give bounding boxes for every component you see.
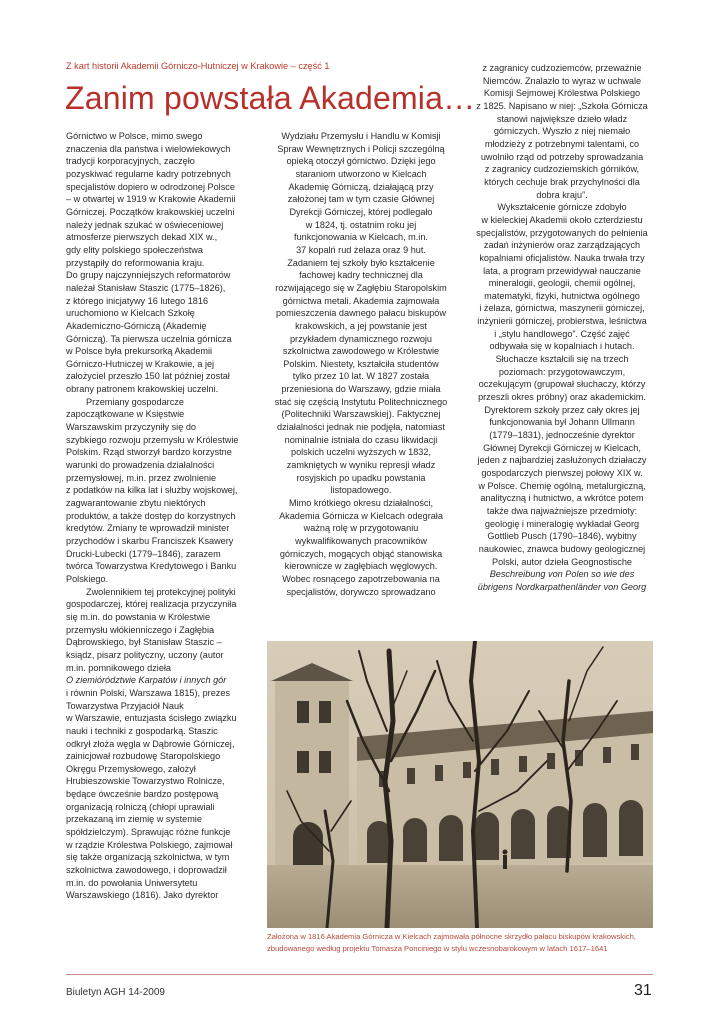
text-line: pomieszczenia dawnego pałacu biskupów [276, 308, 446, 319]
text-line: Wykształcenie górnicze zdobyło [497, 202, 627, 213]
caption-line: zbudowanego według projektu Tomasza Ponciniego w stylu wczesnobarokowym w latach 1617–1641 [267, 944, 608, 953]
article-column-3 [465, 62, 659, 594]
text-line: w Polsce. Chemię ogólną, metalurgiczną, [478, 480, 646, 491]
text-line: zapoczątkowane w Księstwie [66, 409, 185, 420]
text-line: oczekującym (grupował słuchaczy, którzy [478, 379, 646, 390]
text-line: Polskim. Niestety, kształciła studentów [283, 358, 439, 369]
text-line: młodzieży z potrzebnymi talentami, co [484, 138, 640, 149]
text-line: przykładem dynamicznego rozwoju [289, 333, 432, 344]
text-line: gospodarczych pierwszej połowy XIX w. [481, 468, 643, 478]
text-line: geologię i mineralogię wykładał Georg [484, 518, 640, 529]
text-line: Głównej Dyrekcji Górniczej w Kielcach, [483, 442, 641, 453]
text-line: działalności jednak nie podjęła, natomiast [277, 422, 445, 433]
text-line: gdy elity polskiego społeczeństwa [66, 244, 203, 255]
text-line: i żelaza, górnictwa, maszynerii górniczej, [479, 303, 645, 314]
text-line: opieką otoczył górnictwo. Dzięki jego [286, 156, 436, 167]
footer-divider [66, 974, 653, 975]
text-line: Wydziału Przemysłu i Handlu w Komisji [281, 131, 441, 141]
text-line: należy jednak szukać w oświeceniowej [66, 219, 224, 230]
text-line: inżynierii górniczej, probierstwa, leśnictwa [477, 316, 647, 327]
text-line: Akademiczno-Górniczą (Akademię [66, 320, 207, 331]
text-line: Górniczo-Hutniczej w Krakowie, a jej [66, 358, 215, 369]
text-line: funkcjonowania był Johann Ullmann [489, 417, 635, 428]
text-line: Drucki-Lubecki (1779–1846), zarazem [66, 548, 221, 559]
article-title: Zanim powstała Akademia… [65, 80, 476, 116]
text-line: odbywała się w kopalniach i hutach. [489, 341, 635, 352]
text-line: tylko przez 10 lat. W 1827 została [292, 371, 430, 382]
text-line: Do grupy najczynniejszych reformatorów [66, 270, 231, 281]
text-line: kopalniami oficjalistów. Nauka trwała trzy [479, 252, 645, 263]
text-line: Akademię Górniczą, działającą przy [288, 181, 434, 192]
text-line: Polski, autor dzieła Geognostische [492, 556, 632, 567]
text-line: górniczych, mogących objąć stanowiska [279, 548, 443, 559]
text-line: Hrubieszowskie Towarzystwo Rolnicze, [66, 776, 225, 787]
historical-photo [267, 641, 653, 928]
text-line: znaczenia dla państwa i wielowiekowych [66, 143, 231, 154]
text-line: przeniesiona do Warszawy, gdzie miała [281, 384, 441, 395]
text-line: Okręgu Przemysłowego, założył [66, 763, 196, 774]
text-line: mineralogii, geologii, chemii ogólnej, [488, 278, 636, 289]
text-line: w kieleckiej Akademii około czterdziestu [481, 214, 643, 225]
text-line: przemysłu włókienniczego i Zagłębia [66, 624, 215, 635]
text-line: Dyrektorem szkoły przez cały okres jej [484, 404, 640, 415]
text-line: m.in. do powołania Uniwersytetu [66, 877, 198, 888]
text-line: w Polsce była prekursorką Akademii [66, 346, 213, 357]
text-line: pozyskiwać regularne kadry potrzebnych [66, 168, 231, 179]
text-line: założonej tam w tym czasie Głównej [287, 194, 435, 205]
text-line: stanowi największe dzieło władz [496, 113, 628, 124]
text-line: należał Stanisław Staszic (1775–1826), [66, 282, 226, 293]
text-line: dobra kraju”. [536, 189, 588, 200]
text-line: się także organizacją szkolnictwa, w tym [66, 852, 230, 863]
text-line: Górniczej. Początków krakowskiej uczelni [66, 206, 235, 217]
text-line: górniczych. Wyszło z niej niemało [493, 126, 631, 137]
text-line: z podatków na kilka lat i służby wojskowej, [66, 485, 238, 496]
text-line: specjalistów dopiero w odrodzonej Polsce [66, 181, 235, 192]
text-line: Dyrekcji Górniczej, której podlegało [289, 206, 433, 217]
text-line: Gottlieb Pusch (1790–1846), wybitny [487, 531, 637, 542]
text-line: funkcjonowania w Kielcach, m.in. [294, 232, 428, 243]
text-line: twórca Towarzystwa Kredytowego i Banku [66, 561, 237, 572]
text-line: także dwa najważniejsze przedmioty: [486, 505, 638, 516]
text-line: Górniczą). Ta pierwsza uczelnia górnicza [66, 333, 232, 344]
palace-courtyard-illustration [267, 641, 653, 928]
text-line: Warszawskiego (1816). Jako dyrektor [66, 890, 219, 901]
text-line: listopadowego. [330, 485, 392, 496]
text-line: nominalnie istniała do czasu likwidacji [284, 434, 438, 445]
text-line: matematyki, fizyki, hutnictwa ogólnego [484, 290, 640, 301]
text-line: poziomach: przygotowawczym, [498, 366, 626, 377]
text-line: których cechuje brak przychylności dla [484, 176, 640, 187]
text-line: w 1824, tj. ostatnim roku jej [305, 219, 417, 230]
text-line: Spraw Wewnętrznych i Policji szczególną [277, 143, 445, 154]
text-line: 37 kopalń rud żelaza oraz 9 hut. [296, 244, 426, 255]
text-line: uruchomiono w Kielcach Szkołę [66, 308, 195, 319]
text-line: odkrył złoża węgla w Dąbrowie Górniczej, [66, 738, 235, 749]
text-line: przekazaną im ziemię w systemie [66, 814, 202, 825]
text-line: stać się częścią Instytutu Politechnicznego [274, 396, 448, 407]
text-line: przeszli okres próbny) oraz akademickim. [478, 392, 646, 403]
text-line: Przemiany gospodarcze [86, 396, 184, 407]
text-line: rosyjskich po upadku powstania [296, 472, 426, 483]
text-line: Zwolennikiem tej protekcyjnej polityki [86, 586, 236, 597]
text-line: Górnictwo w Polsce, mimo swego [66, 131, 203, 141]
text-line: rozwijającego się w Zagłębiu Staropolskim [275, 282, 447, 293]
text-line: Warszawskim przyczyniły się do [66, 422, 196, 433]
text-line: szkolnictwa zawodowego, i doprowadził [66, 865, 227, 876]
text-line: (Politechniki Warszawskiej). Faktycznej [281, 409, 441, 420]
text-line: Polskiego. [66, 573, 109, 584]
text-line: Akademia Górnicza w Kielcach odegrała [279, 510, 443, 521]
text-line: Zadaniem tej szkoły było kształcenie [287, 257, 435, 268]
article-column-1 [66, 130, 262, 902]
text-line: krakowskich, a jej powstanie jest [295, 320, 427, 331]
text-line: w Warszawie, entuzjasta ścisłego związku [66, 713, 237, 724]
article-kicker: Z kart historii Akademii Górniczo-Hutniczej w Krakowie – część 1 [66, 61, 330, 71]
text-line: przychodów i skarbu Franciszek Ksawery [66, 536, 234, 546]
text-line: się m.in. do powstania w Królestwie [66, 611, 211, 622]
text-line: atmosferze pierwszych dekad XIX w., [66, 232, 218, 243]
text-line: w rządzie Królestwa Polskiego, zajmował [66, 839, 233, 850]
text-line: Słuchacze kształcili się na trzech [495, 354, 629, 365]
publication-name: Biuletyn AGH 14-2009 [66, 987, 165, 998]
text-line: zamkniętych w wyniku represji władz [286, 460, 436, 471]
text-line: zagwarantowanie zbytu niektórych [66, 498, 206, 509]
text-line: uwolniło rząd od potrzeby sprowadzania [480, 151, 644, 162]
text-line: szkolnictwa zawodowego w Królestwie [282, 346, 440, 357]
text-line: wykwalifikowanych pracowników [295, 536, 427, 546]
page-number: 31 [634, 982, 652, 999]
text-line: zadań inżynierów oraz zarządzających [483, 240, 641, 251]
text-line: polskich uczelni wyższych w 1832, [291, 447, 431, 458]
text-line: übrigens Nordkarpathenländer von Georg [477, 581, 647, 592]
text-line: Towarzystwa Przyjaciół Nauk [66, 700, 184, 711]
text-line: ksiądz, pisarz polityczny, uczony (autor [66, 649, 224, 660]
text-line: z którego inicjatywy 16 lutego 1816 [66, 295, 209, 306]
text-line: nauki i techniki z gospodarką. Staszic [66, 725, 218, 736]
text-line: założyciel przeszło 150 lat później został [66, 371, 230, 382]
text-line: Beschreibung von Polen so wie des [489, 569, 635, 580]
text-line: z zagranicy cudzoziemskich górników, [484, 164, 640, 175]
text-line: lata, a program przewidywał nauczanie [483, 265, 641, 276]
text-line: specjalistów, dorywczo sprowadzano [286, 586, 436, 597]
text-line: jeden z najbardziej zasłużonych działaczy [477, 455, 647, 466]
text-line: przystąpiły do reformowania kraju. [66, 257, 205, 268]
text-line: obrany patronem krakowskiej uczelni. [66, 384, 219, 395]
text-line: spółdzielczym). Sprawując różne funkcje [66, 827, 231, 838]
text-line: gospodarczej, której realizacja przyczyniła [66, 599, 237, 610]
text-line: O ziemiórództwie Karpatów i innych gór [66, 675, 227, 686]
text-line: fachowej kadry technicznej dla [299, 270, 423, 281]
text-line: m.in. pomnikowego dzieła [66, 662, 171, 673]
text-line: warunki do prowadzenia działalności [66, 460, 215, 471]
text-line: kierownicze w zagłębiach węglowych. [284, 561, 438, 572]
text-line: Niemców. Znalazło to wyraz w uchwale [482, 75, 642, 86]
text-line: ważną rolę w przygotowaniu [303, 523, 419, 534]
text-line: kredytów. Zmiany te wprowadził minister [66, 523, 230, 534]
text-line: i równin Polski, Warszawa 1815), prezes [66, 687, 230, 698]
text-line: zainicjował rozbudowę Staropolskiego [66, 751, 221, 762]
text-line: szybkiego rozwoju przemysłu w Królestwie [66, 434, 239, 445]
text-line: z zagranicy cudzoziemców, przeważnie [482, 63, 642, 73]
text-line: Polskim. Rząd stworzył bardzo korzystne [66, 447, 232, 458]
text-line: – w otwartej w 1919 w Krakowie Akademii [66, 194, 236, 205]
text-line: przemysłowej, m.in. przez zwolnienie [66, 472, 217, 483]
text-line: analityczną i hutnictwo, a wkrótce potem [480, 493, 644, 504]
text-line: będące ówcześnie bardzo postępową [66, 789, 219, 800]
article-column-2 [262, 130, 460, 598]
photo-caption [267, 931, 659, 955]
text-line: specjalistów, przygotowanych do pełnienia [476, 227, 648, 238]
text-line: organizacją rolniczą (chłopi uprawiali [66, 801, 215, 812]
text-line: Komisji Sejmowej Królestwa Polskiego [483, 88, 641, 99]
text-line: z 1825. Napisano w niej: „Szkoła Górnicza [476, 100, 648, 111]
text-line: produktów, a także dostęp do korzystnych [66, 510, 236, 521]
text-line: Mimo krótkiego okresu działalności, [288, 498, 434, 509]
caption-line: Założona w 1816 Akademia Górnicza w Kielcach zajmowała północne skrzydło pałacu biskupów krakowskich, [267, 932, 636, 941]
text-line: Dąbrowskiego, był Stanisław Staszic – [66, 637, 222, 648]
text-line: (1779–1831), jednocześnie dyrektor [489, 430, 635, 441]
text-line: Wobec rosnącego zapotrzebowania na [282, 573, 440, 584]
text-line: naukowiec, znawca budowy geologicznej [478, 543, 646, 554]
text-line: staraniom utworzono w Kielcach [295, 168, 427, 179]
text-line: i „stylu handlowego”. Część zajęć [494, 328, 630, 339]
text-line: górnictwa metali. Akademia zajmowała [282, 295, 440, 306]
text-line: tradycji korporacyjnych, zaczęło [66, 156, 195, 167]
